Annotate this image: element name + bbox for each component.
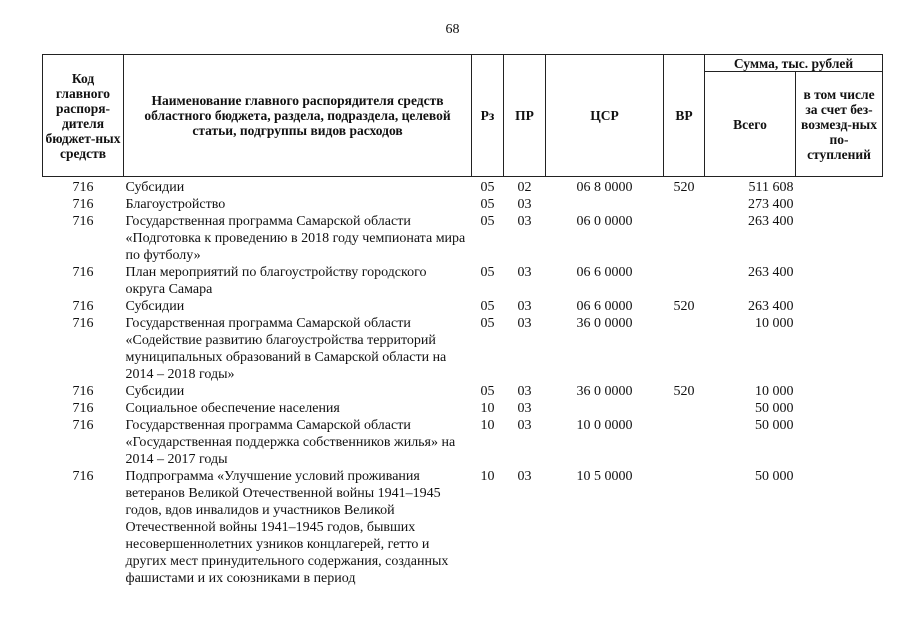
budget-table [42,54,883,587]
header-code: Код главного распоря-дителя бюджет-ных средств [43,55,124,177]
cell-free [796,315,883,383]
cell-free [796,177,883,197]
table-row [43,177,883,197]
cell-rz: 05 [480,197,495,212]
table-row [43,298,883,315]
cell-csr [546,196,664,213]
cell-vr [664,468,705,587]
cell-rz: 05 [480,299,495,314]
table-row [43,315,883,383]
cell-vr [664,400,705,417]
header-pr: ПР [504,55,546,177]
cell-total: 50 000 [755,418,794,433]
cell-csr: 10 0 0000 [576,418,633,433]
table-row [43,383,883,400]
cell-vr [664,417,705,468]
cell-pr: 03 [517,469,532,484]
cell-rz: 05 [480,316,495,331]
cell-rz: 05 [480,384,495,399]
cell-csr: 06 6 0000 [576,265,633,280]
cell-code: 716 [72,180,94,195]
table-row [43,417,883,468]
cell-csr: 10 5 0000 [576,469,633,484]
cell-pr: 02 [517,180,532,195]
cell-name: План мероприятий по благоустройству городского округа Самара [125,265,427,297]
cell-rz: 10 [480,401,495,416]
cell-code: 716 [72,418,94,433]
cell-rz: 05 [480,214,495,229]
cell-pr: 03 [517,265,532,280]
cell-vr: 520 [673,299,695,314]
header-total: Всего [705,72,796,177]
cell-code: 716 [72,265,94,280]
cell-vr [664,315,705,383]
cell-pr: 03 [517,197,532,212]
cell-pr: 03 [517,418,532,433]
cell-total: 10 000 [755,316,794,331]
cell-total: 263 400 [748,265,794,280]
cell-total: 263 400 [748,299,794,314]
cell-code: 716 [72,401,94,416]
header-csr: ЦСР [546,55,664,177]
table-row [43,468,883,587]
cell-name: Государственная программа Самарской области «Подготовка к проведению в 2018 году чемпионата мира по футболу» [125,214,466,263]
cell-name: Государственная программа Самарской области «Содействие развитию благоустройства территорий муниципальных образований в Самарской области на 2014 – 2018 годы» [125,316,447,382]
cell-total: 263 400 [748,214,794,229]
cell-total: 10 000 [755,384,794,399]
cell-code: 716 [72,299,94,314]
cell-rz: 10 [480,418,495,433]
cell-total: 273 400 [748,197,794,212]
cell-pr: 03 [517,384,532,399]
cell-rz: 05 [480,265,495,280]
table-header [43,55,883,177]
cell-pr: 03 [517,214,532,229]
cell-csr: 36 0 0000 [576,384,633,399]
table-body [43,177,883,588]
cell-code: 716 [72,469,94,484]
cell-csr [546,400,664,417]
header-name: Наименование главного распорядителя средств областного бюджета, раздела, подраздела, целевой статьи, подгруппы видов расходов [124,55,472,177]
table-row [43,400,883,417]
cell-total: 511 608 [748,180,794,195]
header-free: в том числе за счет без-возмезд-ных по-ступлений [796,72,883,177]
cell-csr: 36 0 0000 [576,316,633,331]
cell-free [796,417,883,468]
cell-csr: 06 0 0000 [576,214,633,229]
cell-free [796,468,883,587]
cell-name: Социальное обеспечение населения [125,401,340,416]
cell-csr: 06 6 0000 [576,299,633,314]
cell-name: Субсидии [125,299,185,314]
page-number: 68 [445,22,460,37]
header-vr: ВР [664,55,705,177]
header-rz: Рз [472,55,504,177]
cell-name: Государственная программа Самарской области «Государственная поддержка собственников жилья» на 2014 – 2017 годы [125,418,456,467]
cell-vr [664,264,705,298]
cell-free [796,213,883,264]
table-row [43,196,883,213]
table-row [43,213,883,264]
cell-pr: 03 [517,401,532,416]
cell-rz: 05 [480,180,495,195]
cell-name: Субсидии [125,384,185,399]
cell-name: Субсидии [125,180,185,195]
cell-total: 50 000 [755,469,794,484]
cell-code: 716 [72,214,94,229]
table-row [43,264,883,298]
cell-vr: 520 [673,384,695,399]
cell-code: 716 [72,197,94,212]
cell-code: 716 [72,384,94,399]
cell-free [796,298,883,315]
cell-free [796,196,883,213]
cell-pr: 03 [517,316,532,331]
cell-total: 50 000 [755,401,794,416]
cell-name: Благоустройство [125,197,226,212]
cell-csr: 06 8 0000 [576,180,633,195]
cell-free [796,264,883,298]
cell-pr: 03 [517,299,532,314]
cell-vr [664,196,705,213]
cell-code: 716 [72,316,94,331]
cell-vr: 520 [673,180,695,195]
header-sum-group: Сумма, тыс. рублей [705,55,883,72]
cell-vr [664,213,705,264]
cell-rz: 10 [480,469,495,484]
cell-free [796,383,883,400]
cell-name: Подпрограмма «Улучшение условий проживания ветеранов Великой Отечественной войны 1941–1945 годов, вдов инвалидов и участников Великой Отечественной войны 1941–1945 годов, бывших несовершеннолетних узников концлагерей, гетто и других мест принудительного содержания, созданных фашистами и их союзниками в период [125,469,449,586]
cell-free [796,400,883,417]
